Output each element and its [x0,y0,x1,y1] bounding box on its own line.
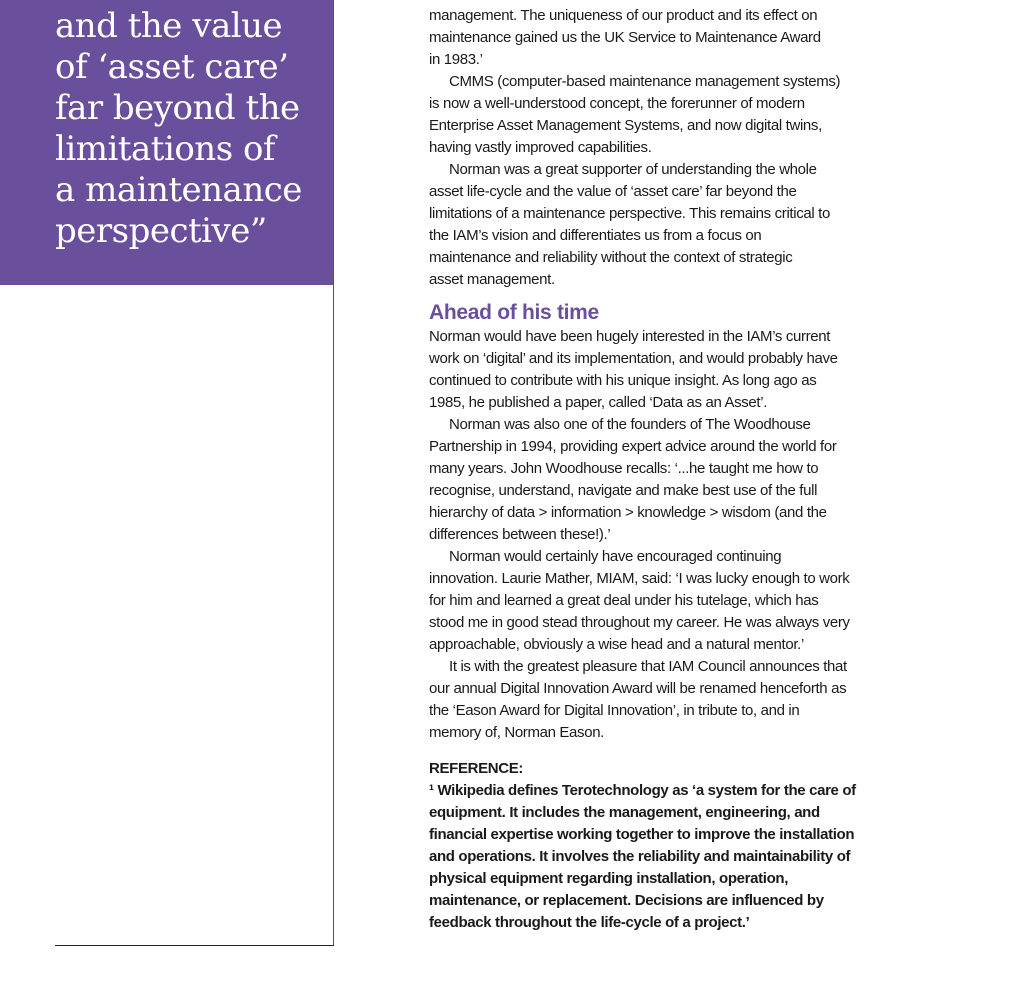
text-line: financial expertise working together to improve the installation [429,826,855,843]
text-line: It is with the greatest pleasure that IAM Council announces that [449,658,847,675]
text-line: Norman would certainly have encouraged continuing [449,548,782,565]
text-line: Enterprise Asset Management Systems, and now digital twins, [429,117,822,134]
text-line: equipment. It includes the management, engineering, and [429,804,820,821]
text-line: is now a well-understood concept, the forerunner of modern [429,95,805,112]
text-line: physical equipment regarding installation, operation, [429,870,789,887]
reference-text [429,780,889,934]
text-line: Norman was also one of the founders of The Woodhouse [449,416,811,433]
section-heading: Ahead of his time [429,301,599,324]
text-line: innovation. Laurie Mather, MIAM, said: ‘I was lucky enough to work [429,570,850,587]
text-line: stood me in good stead throughout my career. He was always very [429,614,850,631]
paragraph-award [429,656,889,744]
paragraph-woodhouse [429,414,889,546]
text-line: our annual Digital Innovation Award will be renamed henceforth as [429,680,847,697]
text-line: asset management. [429,271,555,288]
text-line: CMMS (computer-based maintenance management systems) [449,73,841,90]
text-line: maintenance and reliability without the context of strategic [429,249,793,266]
text-line: approachable, obviously a wise head and a natural mentor.’ [429,636,804,653]
text-line: in 1983.’ [429,51,483,68]
pull-quote-line: limitations of [55,129,276,169]
text-line: differences between these!).’ [429,526,611,543]
text-line: work on ‘digital’ and its implementation, and would probably have [429,350,838,367]
reference-label: REFERENCE: [429,760,524,777]
pull-quote-box [0,0,333,285]
paragraph-asset-care [429,159,889,291]
text-line: recognise, understand, navigate and make best use of the full [429,482,818,499]
text-line: Norman was a great supporter of understanding the whole [449,161,817,178]
text-line: having vastly improved capabilities. [429,139,652,156]
article-column [429,5,889,934]
text-line: ¹ Wikipedia defines Terotechnology as ‘a system for the care of [429,782,856,799]
pull-quote [55,6,302,252]
text-line: Partnership in 1994, providing expert advice around the world for [429,438,837,455]
pull-quote-line: a maintenance [55,170,302,210]
text-line: limitations of a maintenance perspective. This remains critical to [429,205,830,222]
pull-quote-line: far beyond the [55,88,300,128]
bottom-rule [55,945,334,946]
pull-quote-line: perspective” [55,211,267,251]
text-line: 1985, he published a paper, called ‘Data as an Asset’. [429,394,768,411]
text-line: maintenance gained us the UK Service to Maintenance Award [429,29,821,46]
text-line: the IAM’s vision and differentiates us from a focus on [429,227,762,244]
paragraph-intro [429,5,889,71]
text-line: memory of, Norman Eason. [429,724,604,741]
pull-quote-line: of ‘asset care’ [55,47,289,87]
text-line: maintenance, or replacement. Decisions are influenced by [429,892,824,909]
text-line: hierarchy of data > information > knowledge > wisdom (and the [429,504,827,521]
text-line: for him and learned a great deal under his tutelage, which has [429,592,819,609]
text-line: management. The uniqueness of our product and its effect on [429,7,818,24]
text-line: the ‘Eason Award for Digital Innovation’, in tribute to, and in [429,702,800,719]
column-divider [333,0,334,946]
text-line: feedback throughout the life-cycle of a project.’ [429,914,750,931]
text-line: many years. John Woodhouse recalls: ‘...he taught me how to [429,460,819,477]
pull-quote-line: and the value [55,6,283,46]
text-line: Norman would have been hugely interested in the IAM’s current [429,328,831,345]
paragraph-mather [429,546,889,656]
paragraph-digital [429,326,889,414]
text-line: asset life-cycle and the value of ‘asset care’ far beyond the [429,183,797,200]
text-line: and operations. It involves the reliability and maintainability of [429,848,851,865]
text-line: continued to contribute with his unique insight. As long ago as [429,372,817,389]
paragraph-cmms [429,71,889,159]
